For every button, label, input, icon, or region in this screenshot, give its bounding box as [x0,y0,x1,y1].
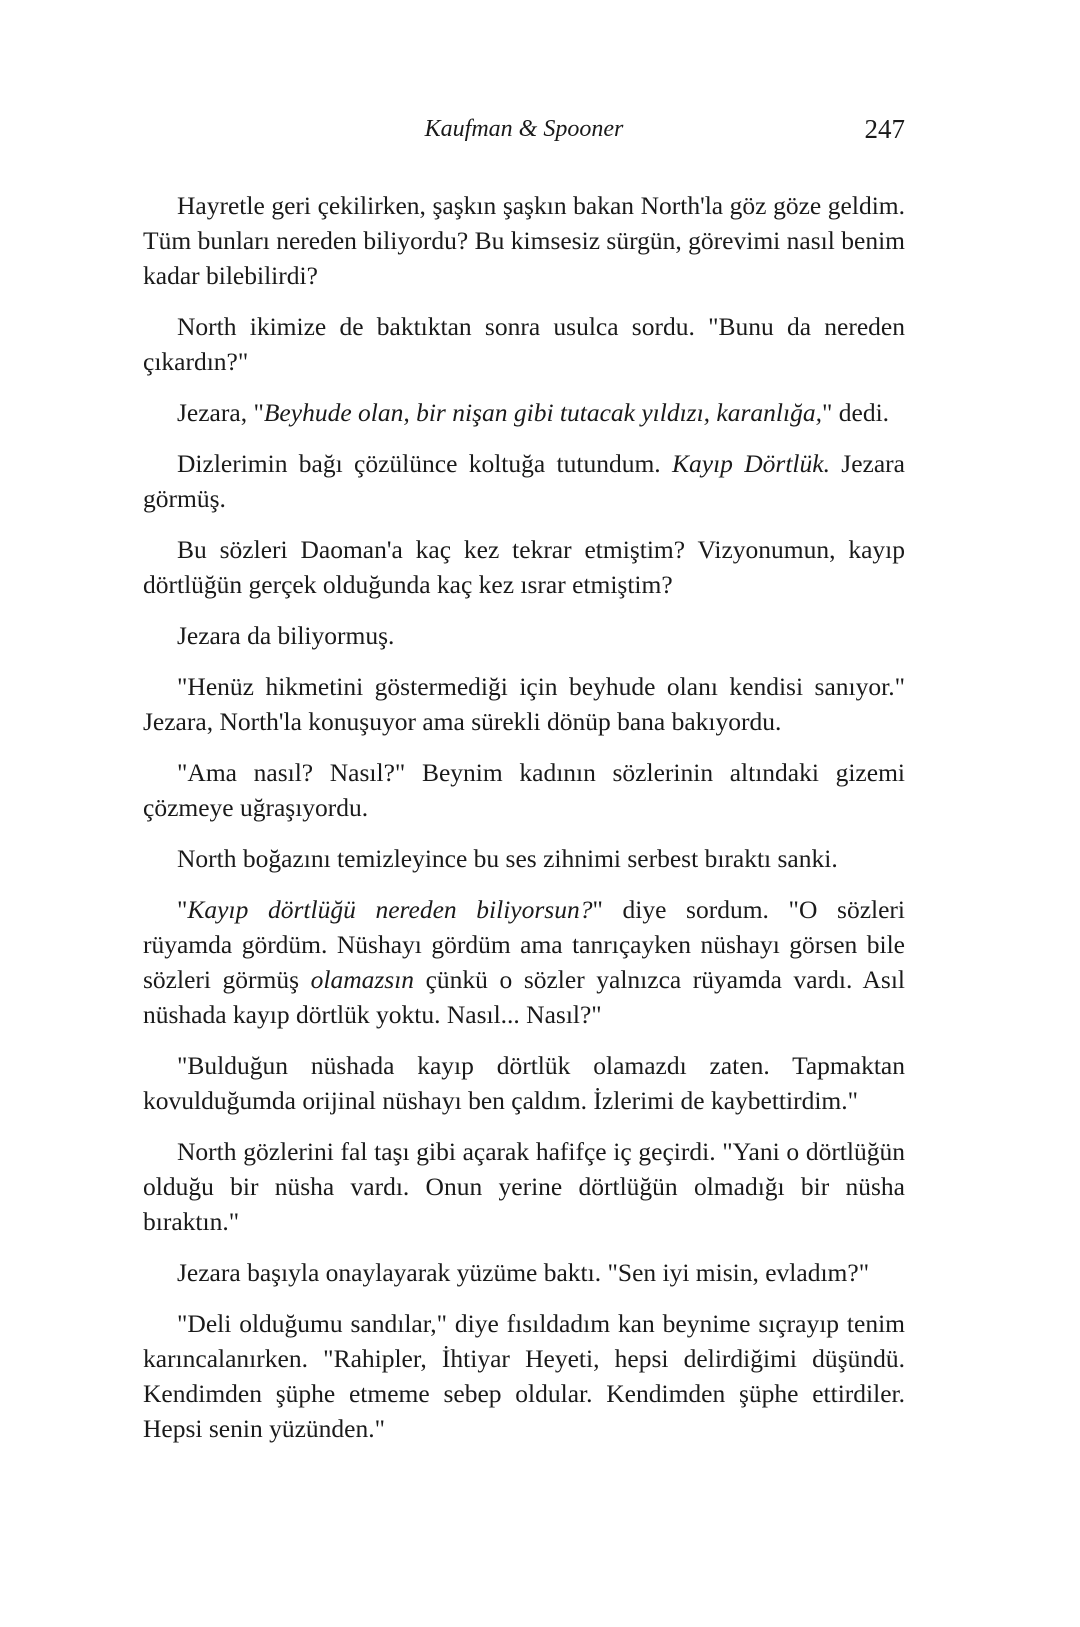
text-run: Dizlerimin bağı çözülünce koltuğa tutundum. [177,449,673,478]
paragraph [143,892,905,1032]
paragraph: "Henüz hikmetini göstermediği için beyhude olanı kendisi sanıyor." Jezara, North'la konuşuyor ama sürekli dönüp bana bakıyordu. [143,672,905,736]
book-page [143,112,905,1462]
paragraph: "Ama nasıl? Nasıl?" Beynim kadının sözlerinin altındaki gizemi çözmeye uğraşıyordu. [143,758,905,822]
paragraph: North gözlerini fal taşı gibi açarak hafifçe iç geçirdi. "Yani o dörtlüğün olduğu bir nüsha vardı. Onun yerine dörtlüğün olmadığı bir nüsha bıraktın." [143,1137,905,1236]
paragraph [143,395,905,430]
text-run: " [177,895,188,924]
italic-quote: Kayıp dörtlüğü nereden biliyorsun? [187,895,593,924]
paragraph: Jezara başıyla onaylayarak yüzüme baktı. "Sen iyi misin, evladım?" [177,1258,870,1287]
text-run: " dedi. [821,398,890,427]
text-run: Jezara görmüş. [143,449,905,513]
paragraph: North ikimize de baktıktan sonra usulca sordu. "Bunu da nereden çıkardın?" [143,312,905,376]
paragraph [143,446,905,516]
running-header [143,112,905,148]
paragraph: Hayretle geri çekilirken, şaşkın şaşkın bakan North'la göz göze geldim. Tüm bunları nereden biliyordu? Bu kimsesiz sürgün, görevimi nasıl benim kadar bilebilirdi? [143,191,905,290]
paragraph: "Deli olduğumu sandılar," diye fısıldadım kan beynime sıçrayıp tenim karıncalanırken. "Rahipler, İhtiyar Heyeti, hepsi delirdiğimi düşündü. Kendimden şüphe etmeme sebep oldular. Kendimden şüphe ettirdiler. Hepsi senin yüzünden." [143,1309,905,1443]
paragraph: Bu sözleri Daoman'a kaç kez tekrar etmiştim? Vizyonumun, kayıp dörtlüğün gerçek olduğunda kaç kez ısrar etmiştim? [143,535,905,599]
italic-phrase: Kayıp Dörtlük. [672,449,830,478]
text-run: " diye sordum. "O sözleri rüyamda gördüm. Nüshayı gördüm ama tanrıçayken nüshayı görsen bile sözleri görmüş [143,895,905,994]
text-run: çünkü o sözler yalnızca rüyamda vardı. Asıl nüshada kayıp dörtlük yoktu. Nasıl... Nasıl?" [143,965,905,1029]
page-number: 247 [864,114,905,144]
running-title: Kaufman & Spooner [424,116,624,142]
text-run: Jezara, " [177,398,264,427]
paragraph: Jezara da biliyormuş. [177,621,395,650]
paragraph: North boğazını temizleyince bu ses zihnimi serbest bıraktı sanki. [177,844,838,873]
italic-word: olamazsın [310,965,415,994]
body-text [143,188,905,1446]
italic-quote: Beyhude olan, bir nişan gibi tutacak yıldızı, karanlığa, [263,398,822,427]
paragraph: "Bulduğun nüshada kayıp dörtlük olamazdı zaten. Tapmaktan kovulduğumda orijinal nüshayı ben çaldım. İzlerimi de kaybettirdim." [143,1051,905,1115]
